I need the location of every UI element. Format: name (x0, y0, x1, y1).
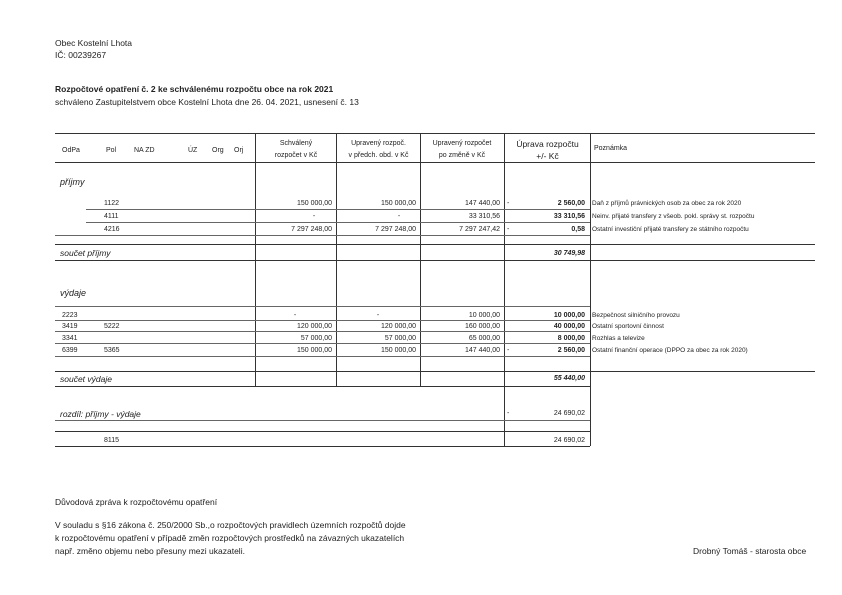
footer-text-1: V souladu s §16 zákona č. 250/2000 Sb.,o rozpočtových pravidlech územních rozpočtů dojde (55, 520, 406, 530)
col-upraveny-po-1: Upravený rozpočet (432, 140, 492, 147)
sign: - (507, 347, 510, 354)
schvaleny: 7 297 248,00 (291, 226, 332, 233)
sign: - (507, 226, 510, 233)
upraveny: 120 000,00 (380, 323, 416, 330)
pol: 4216 (104, 226, 120, 233)
po-zmene: 147 440,00 (464, 200, 500, 207)
pol: 4111 (104, 213, 119, 220)
col-schvaleny-2: rozpočet v Kč (274, 152, 318, 159)
section-prijmy: příjmy (60, 177, 85, 187)
upraveny: 57 000,00 (384, 335, 416, 342)
upraveny: - (397, 213, 401, 220)
col-orj: Orj (234, 147, 244, 154)
col-upraveny-1: Upravený rozpoč. (351, 140, 406, 147)
sign: - (507, 200, 510, 207)
schvaleny: - (293, 312, 297, 319)
note: Daň z příjmů právnických osob za obec za rok 2020 (592, 200, 742, 207)
odpa: 3419 (62, 323, 78, 330)
sum-prijmy-value: 30 749,98 (553, 250, 585, 257)
uprava: 33 310,56 (553, 213, 585, 220)
rozdil-sign: - (507, 410, 510, 417)
uprava: 2 560,00 (557, 347, 585, 354)
note: Ostatní investiční přijaté transfery ze státního rozpočtu (592, 226, 749, 233)
col-uprava-1: Úprava rozpočtu (516, 139, 579, 149)
col-upraveny-po-2: po změně v Kč (438, 152, 486, 159)
col-pol: Pol (106, 147, 117, 154)
approval-line: schváleno Zastupitelstvem obce Kostelní Lhota dne 26. 04. 2021, usnesení č. 13 (55, 97, 359, 107)
col-odpa: OdPa (62, 147, 80, 154)
col-uz: ÚZ (188, 147, 198, 154)
section-vydaje: výdaje (60, 288, 87, 298)
pol: 1122 (104, 200, 120, 207)
note: Rozhlas a televize (592, 335, 645, 342)
col-org: Org (212, 147, 224, 154)
upraveny: 150 000,00 (380, 347, 416, 354)
schvaleny: - (312, 213, 316, 220)
rozdil-value: 24 690,02 (553, 410, 585, 417)
schvaleny: 150 000,00 (296, 347, 332, 354)
po-zmene: 147 440,00 (464, 347, 500, 354)
po-zmene: 10 000,00 (468, 312, 500, 319)
footer-text-2: k rozpočtovému opatření v případě změn rozpočtových prostředků na závazných ukazatelích (55, 533, 405, 543)
document-title: Rozpočtové opatření č. 2 ke schválenému rozpočtu obce na rok 2021 (55, 84, 334, 94)
financing-value: 24 690,02 (553, 437, 585, 444)
col-nazd: NA ZD (134, 147, 155, 154)
schvaleny: 120 000,00 (296, 323, 332, 330)
uprava: 2 560,00 (557, 200, 585, 207)
signature: Drobný Tomáš - starosta obce (693, 546, 807, 556)
odpa: 6399 (62, 347, 78, 354)
uprava: 40 000,00 (553, 323, 585, 330)
footer-text-3: např. změno objemu nebo přesuny mezi ukazateli. (55, 546, 245, 556)
note: Bezpečnost silničního provozu (592, 312, 680, 319)
schvaleny: 150 000,00 (296, 200, 332, 207)
rozdil-label: rozdíl: příjmy - výdaje (60, 409, 141, 419)
municipality-name: Obec Kostelní Lhota (55, 38, 133, 48)
pol: 5365 (104, 347, 120, 354)
po-zmene: 33 310,56 (468, 213, 500, 220)
col-uprava-2: +/- Kč (536, 151, 559, 161)
sum-vydaje-value: 55 440,00 (553, 375, 585, 382)
ico: IČ: 00239267 (55, 50, 107, 60)
col-poznamka: Poznámka (594, 145, 628, 152)
financing-pol: 8115 (104, 437, 120, 444)
pol: 5222 (104, 323, 120, 330)
upraveny: 150 000,00 (380, 200, 416, 207)
schvaleny: 57 000,00 (300, 335, 332, 342)
po-zmene: 7 297 247,42 (459, 226, 500, 233)
note: Neinv. přijaté transfery z všeob. pokl. správy st. rozpočtu (592, 213, 755, 220)
col-schvaleny-1: Schválený (279, 140, 313, 147)
upraveny: 7 297 248,00 (375, 226, 416, 233)
col-upraveny-2: v předch. obd. v Kč (348, 152, 409, 159)
uprava: 8 000,00 (557, 335, 585, 342)
uprava: 0,58 (571, 226, 585, 233)
upraveny: - (376, 312, 380, 319)
po-zmene: 65 000,00 (468, 335, 500, 342)
odpa: 3341 (62, 335, 78, 342)
odpa: 2223 (62, 312, 78, 319)
note: Ostatní finanční operace (DPPO za obec za rok 2020) (592, 347, 748, 354)
sum-vydaje-label: součet výdaje (60, 374, 112, 384)
sum-prijmy-label: součet příjmy (60, 248, 111, 258)
uprava: 10 000,00 (553, 312, 585, 319)
footer-title: Důvodová zpráva k rozpočtovému opatření (55, 497, 218, 507)
po-zmene: 160 000,00 (464, 323, 500, 330)
note: Ostatní sportovní činnost (592, 323, 664, 330)
